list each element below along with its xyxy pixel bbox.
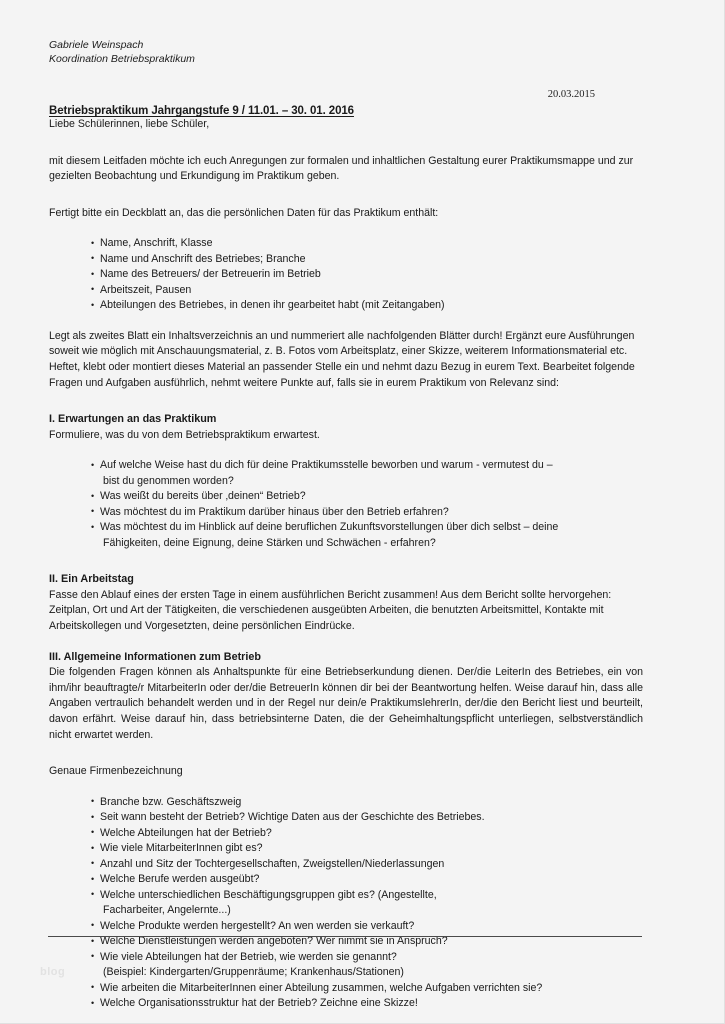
sender-name: Gabriele Weinspach bbox=[49, 39, 144, 51]
section-intro-3: Die folgenden Fragen können als Anhaltspunkte für eine Betriebserkundung dienen. Der/die LeiterIn des Betriebes, ein von ihm/ihr beauftragte/r MitarbeiterIn oder der/die BetreuerIn können dir bei der Beantwortung helfen. Weise darauf hin, dass alle Angaben vertraulich behandelt werden und in der Regel nur dein/e PraktikumslehrerIn, der/die den Bericht liest und beurteilt, davon erfährt. Weise darauf hin, dass betriebsinterne Daten, die der Geheimhaltungspflicht unterliegen, selbstverständlich nicht erwartet werden. bbox=[49, 666, 643, 741]
section-1-list bbox=[49, 458, 643, 551]
list-item bbox=[91, 950, 643, 981]
list-item bbox=[91, 252, 643, 268]
list-item bbox=[91, 996, 643, 1012]
list-item-text: Name, Anschrift, Klasse bbox=[100, 237, 213, 250]
cover-sheet-list bbox=[49, 236, 643, 314]
list-item-text: Wie viele MitarbeiterInnen gibt es? bbox=[100, 842, 263, 855]
list-item-text: Arbeitszeit, Pausen bbox=[100, 283, 192, 296]
second-sheet-paragraph: Legt als zweites Blatt ein Inhaltsverzeichnis an und nummeriert alle nachfolgenden Blätter durch! Ergänzt eure Ausführungen soweit wie möglich mit Anschauungsmaterial, z. B. Fotos vom Arbeitsplatz, einer Skizze, weiterem Informationsmaterial etc. Heftet, klebt oder montiert dieses Material an passender Stelle ein und nehmt dazu Bezug in eurem Text. Bearbeitet folgende Fragen und Aufgaben ausführlich, nehmt weitere Punkte auf, falls sie in eurem Praktikum von Relevanz sind: bbox=[49, 329, 635, 389]
list-item bbox=[91, 872, 643, 888]
document-date: 20.03.2015 bbox=[547, 89, 595, 100]
list-item-text: Auf welche Weise hast du dich für deine Praktikumsstelle beworben und warum - vermutest du – bbox=[100, 459, 553, 472]
list-item-text-cont: bist du genommen worden? bbox=[103, 474, 234, 487]
sender-block bbox=[49, 38, 643, 66]
list-item-text: Wie viele Abteilungen hat der Betrieb, wie werden sie genannt? bbox=[100, 950, 397, 963]
section-3-subheading: Genaue Firmenbezeichnung bbox=[49, 765, 183, 778]
list-item-text: Name des Betreuers/ der Betreuerin im Betrieb bbox=[100, 268, 321, 281]
list-item-text-cont: (Beispiel: Kindergarten/Gruppenräume; Krankenhaus/Stationen) bbox=[103, 966, 404, 979]
list-item bbox=[91, 857, 643, 873]
list-item bbox=[91, 795, 643, 811]
list-item bbox=[91, 267, 643, 283]
sender-role: Koordination Betriebspraktikum bbox=[49, 53, 195, 65]
list-item bbox=[91, 888, 643, 919]
list-item-text: Abteilungen des Betriebes, in denen ihr gearbeitet habt (mit Zeitangaben) bbox=[100, 299, 445, 312]
list-item bbox=[91, 298, 643, 314]
list-item bbox=[91, 520, 643, 551]
cover-sheet-intro: Fertigt bitte ein Deckblatt an, das die persönlichen Daten für das Praktikum enthält: bbox=[49, 206, 439, 219]
list-item bbox=[91, 505, 643, 521]
list-item-text: Was weißt du bereits über ‚deinen“ Betrieb? bbox=[100, 490, 306, 503]
list-item bbox=[91, 841, 643, 857]
list-item bbox=[91, 919, 643, 935]
list-item-text: Welche Organisationsstruktur hat der Betrieb? Zeichne eine Skizze! bbox=[100, 997, 418, 1010]
intro-paragraph: mit diesem Leitfaden möchte ich euch Anregungen zur formalen und inhaltlichen Gestaltung eurer Praktikumsmappe und zur gezielten Beobachtung und Erkundigung im Praktikum geben. bbox=[49, 154, 634, 183]
list-item-text: Welche Produkte werden hergestellt? An wen werden sie verkauft? bbox=[100, 919, 415, 932]
list-item-text: Was möchtest du im Praktikum darüber hinaus über den Betrieb erfahren? bbox=[100, 505, 449, 518]
list-item-text: Name und Anschrift des Betriebes; Branche bbox=[100, 252, 306, 265]
section-intro-2: Fasse den Ablauf eines der ersten Tage in einem ausführlichen Bericht zusammen! Aus dem Bericht sollte hervorgehen: Zeitplan, Ort und Art der Tätigkeiten, die verschiedenen ausgeübten Arbeiten, die benutzten Arbeitsmittel, Kontakte mit Arbeitskollegen und Vorgesetzten, deine persönlichen Eindrücke. bbox=[49, 588, 612, 633]
section-intro-1: Formuliere, was du von dem Betriebspraktikum erwartest. bbox=[49, 428, 320, 441]
salutation: Liebe Schülerinnen, liebe Schüler, bbox=[49, 118, 210, 130]
list-item bbox=[91, 826, 643, 842]
document-content bbox=[49, 38, 643, 1012]
list-item-text-cont: Facharbeiter, Angelernte...) bbox=[103, 904, 231, 917]
list-item bbox=[91, 236, 643, 252]
list-item bbox=[91, 981, 643, 997]
section-heading-1: I. Erwartungen an das Praktikum bbox=[49, 413, 217, 426]
list-item bbox=[91, 458, 643, 489]
list-item-text: Branche bzw. Geschäftszweig bbox=[100, 795, 242, 808]
list-item-text: Welche Dienstleistungen werden angeboten? Wer nimmt sie in Anspruch? bbox=[100, 935, 448, 948]
list-item-text: Wie arbeiten die MitarbeiterInnen einer Abteilung zusammen, welche Aufgaben verrichten sie? bbox=[100, 981, 543, 994]
list-item-text: Seit wann besteht der Betrieb? Wichtige Daten aus der Geschichte des Betriebes. bbox=[100, 811, 485, 824]
list-item bbox=[91, 283, 643, 299]
list-item bbox=[91, 810, 643, 826]
list-item-text-cont: Fähigkeiten, deine Eignung, deine Stärken und Schwächen - erfahren? bbox=[103, 536, 436, 549]
list-item-text: Anzahl und Sitz der Tochtergesellschaften, Zweigstellen/Niederlassungen bbox=[100, 857, 445, 870]
page-title: Betriebspraktikum Jahrgangstufe 9 / 11.01. – 30. 01. 2016 bbox=[49, 105, 354, 117]
list-item-text: Welche unterschiedlichen Beschäftigungsgruppen gibt es? (Angestellte, bbox=[100, 888, 437, 901]
blog-watermark: blog bbox=[40, 966, 66, 978]
list-item-text: Welche Berufe werden ausgeübt? bbox=[100, 873, 260, 886]
list-item bbox=[91, 489, 643, 505]
list-item-text: Was möchtest du im Hinblick auf deine beruflichen Zukunftsvorstellungen über dich selbst – deine bbox=[100, 521, 559, 534]
section-heading-2: II. Ein Arbeitstag bbox=[49, 573, 134, 586]
section-heading-3: III. Allgemeine Informationen zum Betrieb bbox=[49, 650, 261, 663]
list-item-text: Welche Abteilungen hat der Betrieb? bbox=[100, 826, 272, 839]
footer-divider bbox=[48, 936, 642, 937]
section-3-list bbox=[49, 795, 643, 1012]
